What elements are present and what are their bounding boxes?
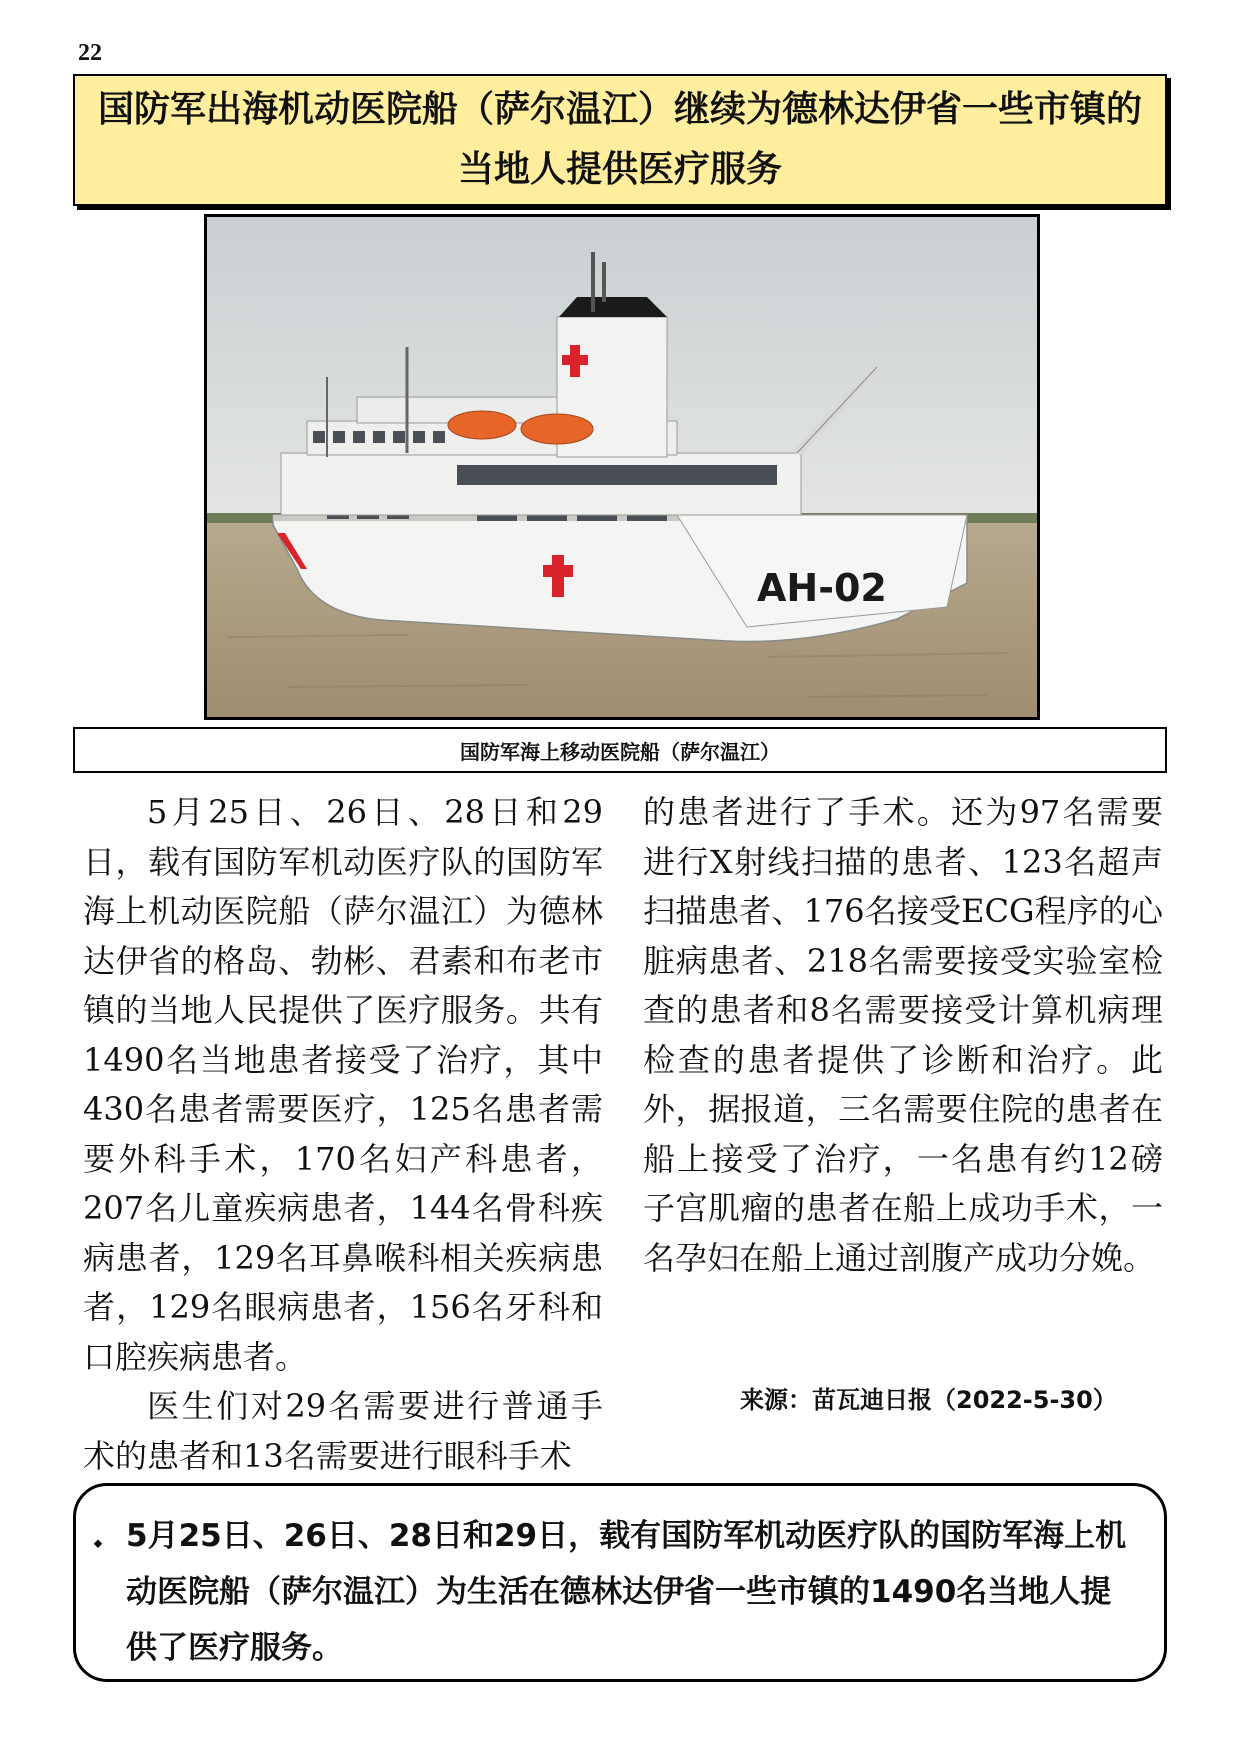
lifeboat-left	[448, 411, 516, 439]
bullet-icon: ⬩	[94, 1531, 102, 1556]
article-paragraph-continued: 的患者进行了手术。还为97名需要进行X射线扫描的患者、123名超声扫描患者、176名接受ECG程序的心脏病患者、218名需要接受实验室检查的患者和8名需要接受计算机病理检查的患者提供了诊断和治疗。此外，据报道，三名需要住院的患者在船上接受了治疗，一名患有约12磅子宫肌瘤的患者在船上成功手术，一名孕妇在船上通过剖腹产成功分娩。	[643, 793, 1163, 1277]
article-paragraph-2: 医生们对29名需要进行普通手术的患者和13名需要进行眼科手术	[83, 1387, 603, 1475]
article-source: 来源：苗瓦迪日报（2022-5-30）	[740, 1386, 1117, 1414]
summary-text: 5月25日、26日、28日和29日，载有国防军机动医疗队的国防军海上机动医院船（萨尔温江）为生活在德林达伊省一些市镇的1490名当地人提供了医疗服务。	[126, 1518, 1127, 1666]
article-left-column	[83, 788, 603, 1481]
summary-box	[73, 1483, 1167, 1682]
hull-number-label: AH-02	[757, 566, 887, 610]
photo-caption: 国防军海上移动医院船（萨尔温江）	[73, 727, 1167, 773]
article-paragraph-1: 5月25日、26日、28日和29日，载有国防军机动医疗队的国防军海上机动医院船（萨尔温江）为德林达伊省的格岛、勃彬、君素和布老市镇的当地人民提供了医疗服务。共有1490名当地患者接受了治疗，其中430名患者需要医疗，125名患者需要外科手术，170名妇产科患者，207名儿童疾病患者，144名骨科疾病患者，129名耳鼻喉科相关疾病患者，129名眼病患者，156名牙科和口腔疾病患者。	[83, 793, 603, 1376]
lifeboat-right	[521, 414, 593, 444]
page-number: 22	[78, 40, 102, 66]
page-title: 国防军出海机动医院船（萨尔温江）继续为德林达伊省一些市镇的当地人提供医疗服务	[73, 74, 1167, 206]
article-right-column	[643, 788, 1163, 1283]
hospital-ship-photo	[204, 214, 1040, 720]
